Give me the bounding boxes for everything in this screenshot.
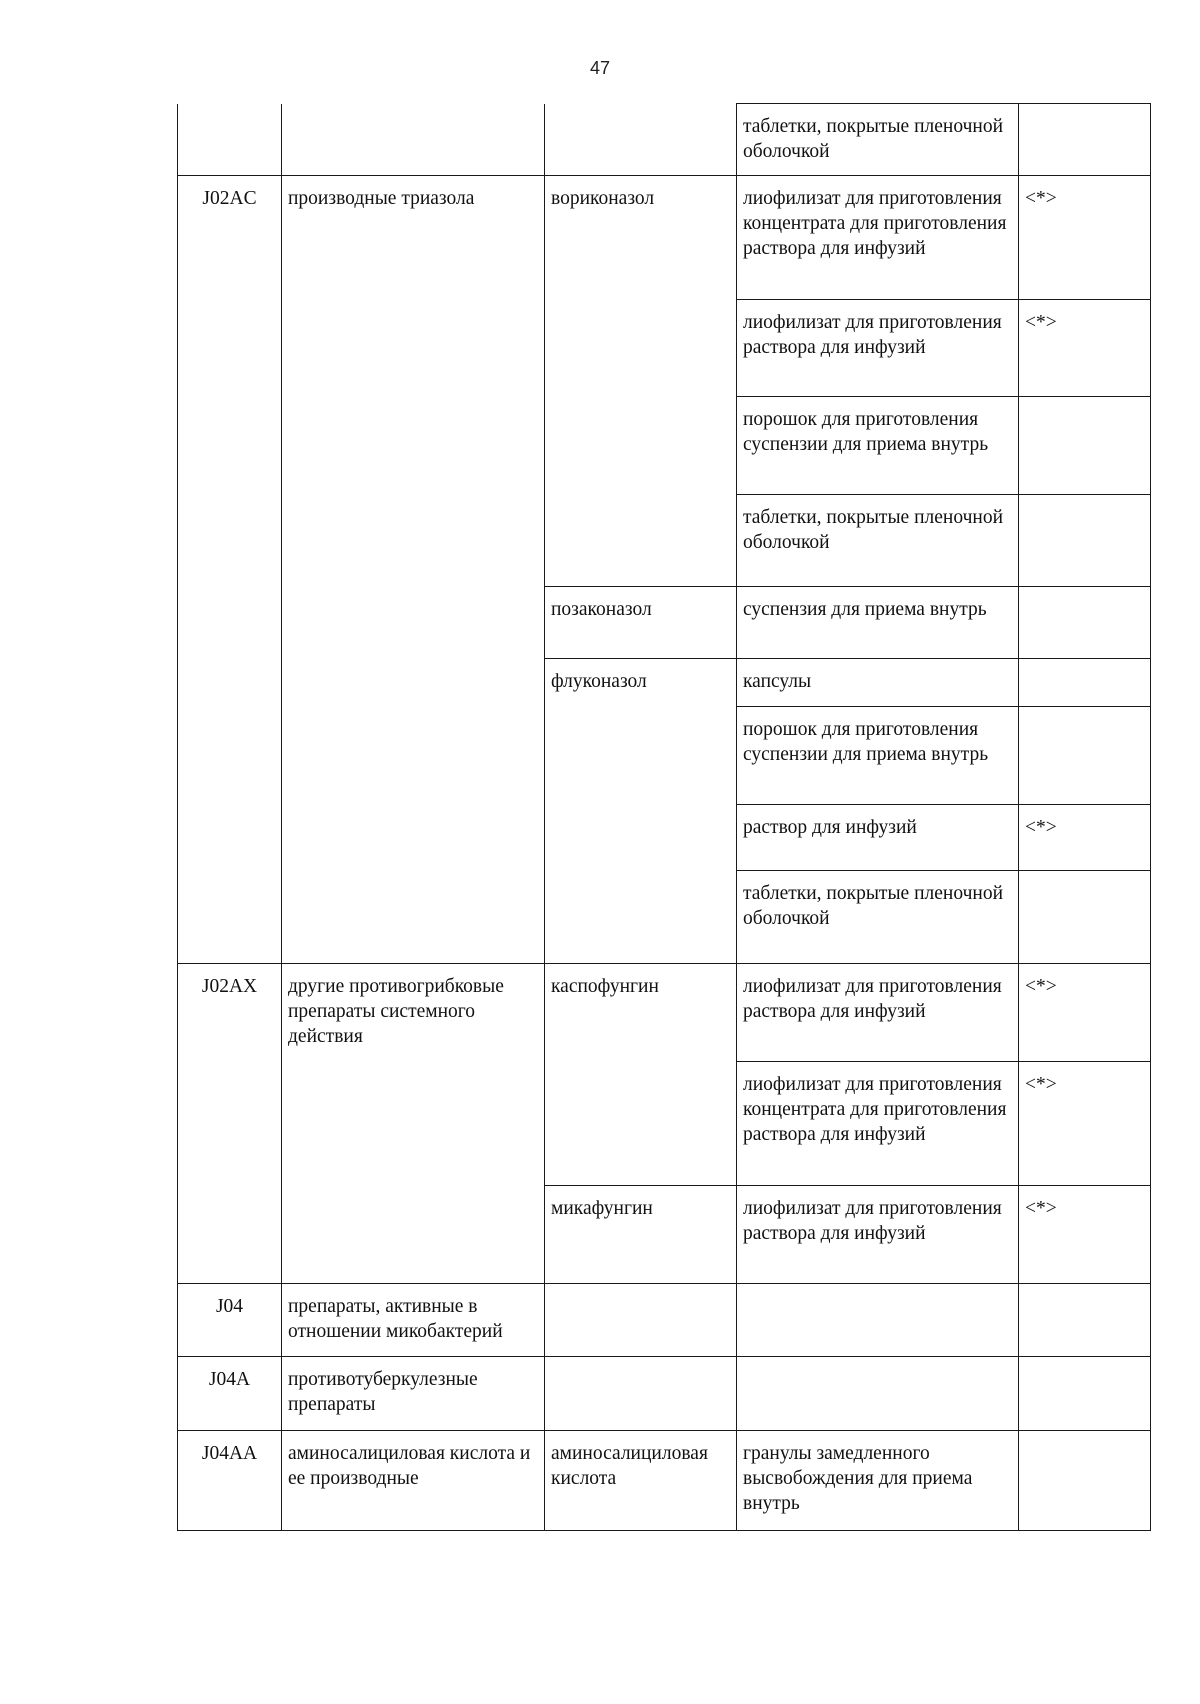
form-cell: лиофилизат для приготовления концентрата для приготовления раствора для инфузий	[737, 176, 1019, 300]
note-cell: <*>	[1019, 805, 1151, 871]
form-cell: лиофилизат для приготовления раствора для инфузий	[737, 964, 1019, 1062]
group-cell: производные триазола	[282, 176, 545, 964]
note-cell: <*>	[1019, 1062, 1151, 1186]
note-cell: <*>	[1019, 300, 1151, 397]
atc-code-cell: J04A	[178, 1357, 282, 1431]
drug-list-table	[177, 103, 1151, 1531]
table-row	[178, 964, 1151, 1062]
form-cell: порошок для приготовления суспензии для приема внутрь	[737, 707, 1019, 805]
form-cell: лиофилизат для приготовления раствора для инфузий	[737, 300, 1019, 397]
note-cell	[1019, 871, 1151, 964]
note-cell	[1019, 1357, 1151, 1431]
form-cell	[737, 1284, 1019, 1357]
note-cell	[1019, 659, 1151, 707]
drug-cell: аминосалициловая кислота	[545, 1431, 737, 1531]
drug-cell: позаконазол	[545, 587, 737, 659]
form-cell: гранулы замедленного высвобождения для приема внутрь	[737, 1431, 1019, 1531]
table-row	[178, 1431, 1151, 1531]
table-row	[178, 1284, 1151, 1357]
page-number: 47	[589, 58, 611, 78]
note-cell: <*>	[1019, 1186, 1151, 1284]
form-cell: капсулы	[737, 659, 1019, 707]
note-cell: <*>	[1019, 964, 1151, 1062]
drug-cell: вориконазол	[545, 176, 737, 587]
drug-cell: флуконазол	[545, 659, 737, 964]
atc-code-cell: J02AC	[178, 176, 282, 964]
form-cell	[737, 1357, 1019, 1431]
form-cell: таблетки, покрытые пленочной оболочкой	[737, 871, 1019, 964]
group-cell: противотуберкулезные препараты	[282, 1357, 545, 1431]
drug-cell: каспофунгин	[545, 964, 737, 1186]
table-row	[178, 104, 1151, 176]
form-cell: раствор для инфузий	[737, 805, 1019, 871]
note-cell	[1019, 707, 1151, 805]
atc-code-cell: J02AX	[178, 964, 282, 1284]
group-cell: препараты, активные в отношении микобактерий	[282, 1284, 545, 1357]
note-cell: <*>	[1019, 176, 1151, 300]
table-row	[178, 1357, 1151, 1431]
note-cell	[1019, 1284, 1151, 1357]
group-cell	[282, 104, 545, 176]
note-cell	[1019, 104, 1151, 176]
form-cell: таблетки, покрытые пленочной оболочкой	[737, 104, 1019, 176]
drug-cell: микафунгин	[545, 1186, 737, 1284]
drug-cell	[545, 1357, 737, 1431]
drug-cell	[545, 104, 737, 176]
form-cell: суспензия для приема внутрь	[737, 587, 1019, 659]
note-cell	[1019, 587, 1151, 659]
drug-cell	[545, 1284, 737, 1357]
atc-code-cell	[178, 104, 282, 176]
note-cell	[1019, 1431, 1151, 1531]
table-row	[178, 176, 1151, 300]
atc-code-cell: J04	[178, 1284, 282, 1357]
form-cell: порошок для приготовления суспензии для приема внутрь	[737, 397, 1019, 495]
form-cell: лиофилизат для приготовления концентрата для приготовления раствора для инфузий	[737, 1062, 1019, 1186]
note-cell	[1019, 495, 1151, 587]
atc-code-cell: J04AA	[178, 1431, 282, 1531]
note-cell	[1019, 397, 1151, 495]
group-cell: другие противогрибковые препараты системного действия	[282, 964, 545, 1284]
form-cell: таблетки, покрытые пленочной оболочкой	[737, 495, 1019, 587]
form-cell: лиофилизат для приготовления раствора для инфузий	[737, 1186, 1019, 1284]
group-cell: аминосалициловая кислота и ее производные	[282, 1431, 545, 1531]
